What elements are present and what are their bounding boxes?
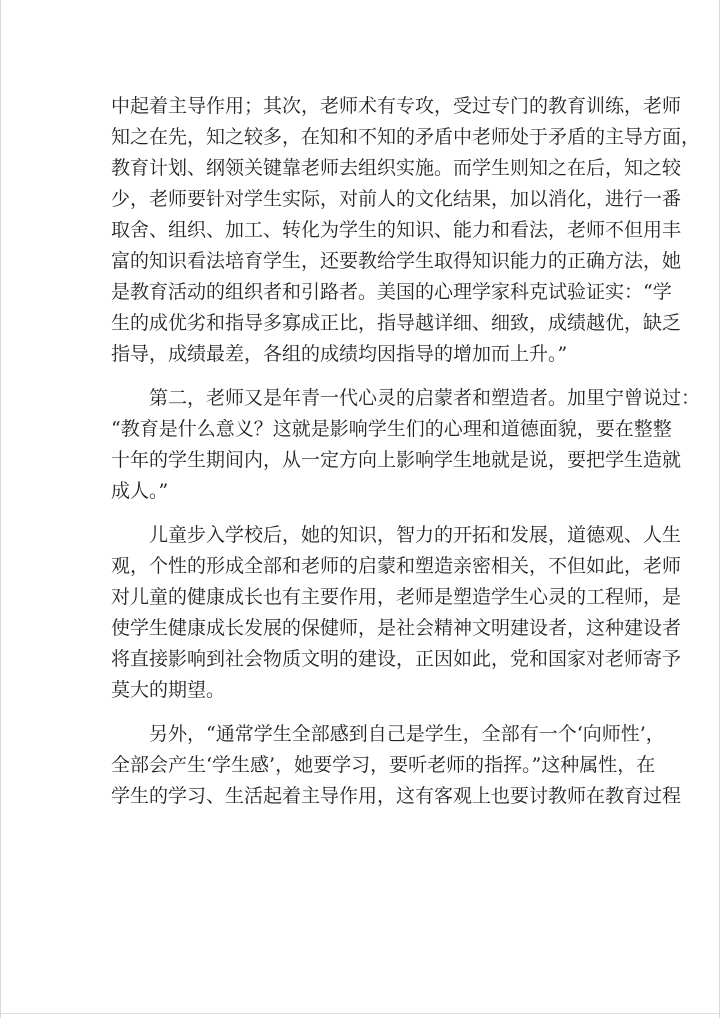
text-line: 使学生健康成长发展的保健师，是社会精神文明建设者，这种建设者 <box>111 617 682 639</box>
text-line: 是教育活动的组织者和引路者。美国的心理学家科克试验证实：“学 <box>111 281 672 303</box>
text-line: 成人。” <box>111 480 169 502</box>
text-line: 将直接影响到社会物质文明的建设，正因如此，党和国家对老师寄予 <box>111 648 682 670</box>
paragraph-1 <box>111 91 701 370</box>
text-line: 莫大的期望。 <box>111 679 226 701</box>
paragraph-3 <box>111 520 682 706</box>
text-line: 全部会产生‘学生感’，她要学习，要听老师的指挥。”这种属性，在 <box>111 754 656 776</box>
page-bottom-edge <box>1 1013 719 1014</box>
text-line: 富的知识看法培育学生，还要教给学生取得知识能力的正确方法，她 <box>111 250 682 272</box>
text-line: 取舍、组织、加工、转化为学生的知识、能力和看法，老师不但用丰 <box>111 219 682 241</box>
text-line: 第二，老师又是年青一代心灵的启蒙者和塑造者。加里宁曾说过： <box>149 387 701 409</box>
text-line: 学生的学习、生活起着主导作用，这有客观上也要讨教师在教育过程 <box>111 785 682 807</box>
text-line: “教育是什么意义？这就是影响学生们的心理和道德面貌，要在整整 <box>111 418 672 440</box>
text-line: 中起着主导作用；其次，老师术有专攻，受过专门的教育训练，老师 <box>111 95 682 117</box>
text-line: 生的成优劣和指导多寡成正比，指导越详细、细致，成绩越优，缺乏 <box>111 312 682 334</box>
text-line: 另外，“通常学生全部感到自己是学生，全部有一个‘向师性’， <box>149 723 665 745</box>
document-body <box>111 91 701 825</box>
text-line: 指导，成绩最差，各组的成绩均因指导的增加而上升。” <box>111 343 568 365</box>
text-line: 少，老师要针对学生实际，对前人的文化结果，加以消化，进行一番 <box>111 188 682 210</box>
text-line: 儿童步入学校后，她的知识，智力的开拓和发展，道德观、人生 <box>149 524 682 546</box>
text-line: 观，个性的形成全部和老师的启蒙和塑造亲密相关，不但如此，老师 <box>111 555 682 577</box>
text-line: 知之在先，知之较多，在知和不知的矛盾中老师处于矛盾的主导方面， <box>111 126 701 148</box>
paragraph-4 <box>111 719 682 812</box>
paragraph-2 <box>111 383 701 507</box>
text-line: 十年的学生期间内，从一定方向上影响学生地就是说，要把学生造就 <box>111 449 682 471</box>
text-line: 教育计划、纲领关键靠老师去组织实施。而学生则知之在后，知之较 <box>111 157 682 179</box>
text-line: 对儿童的健康成长也有主要作用，老师是塑造学生心灵的工程师，是 <box>111 586 682 608</box>
